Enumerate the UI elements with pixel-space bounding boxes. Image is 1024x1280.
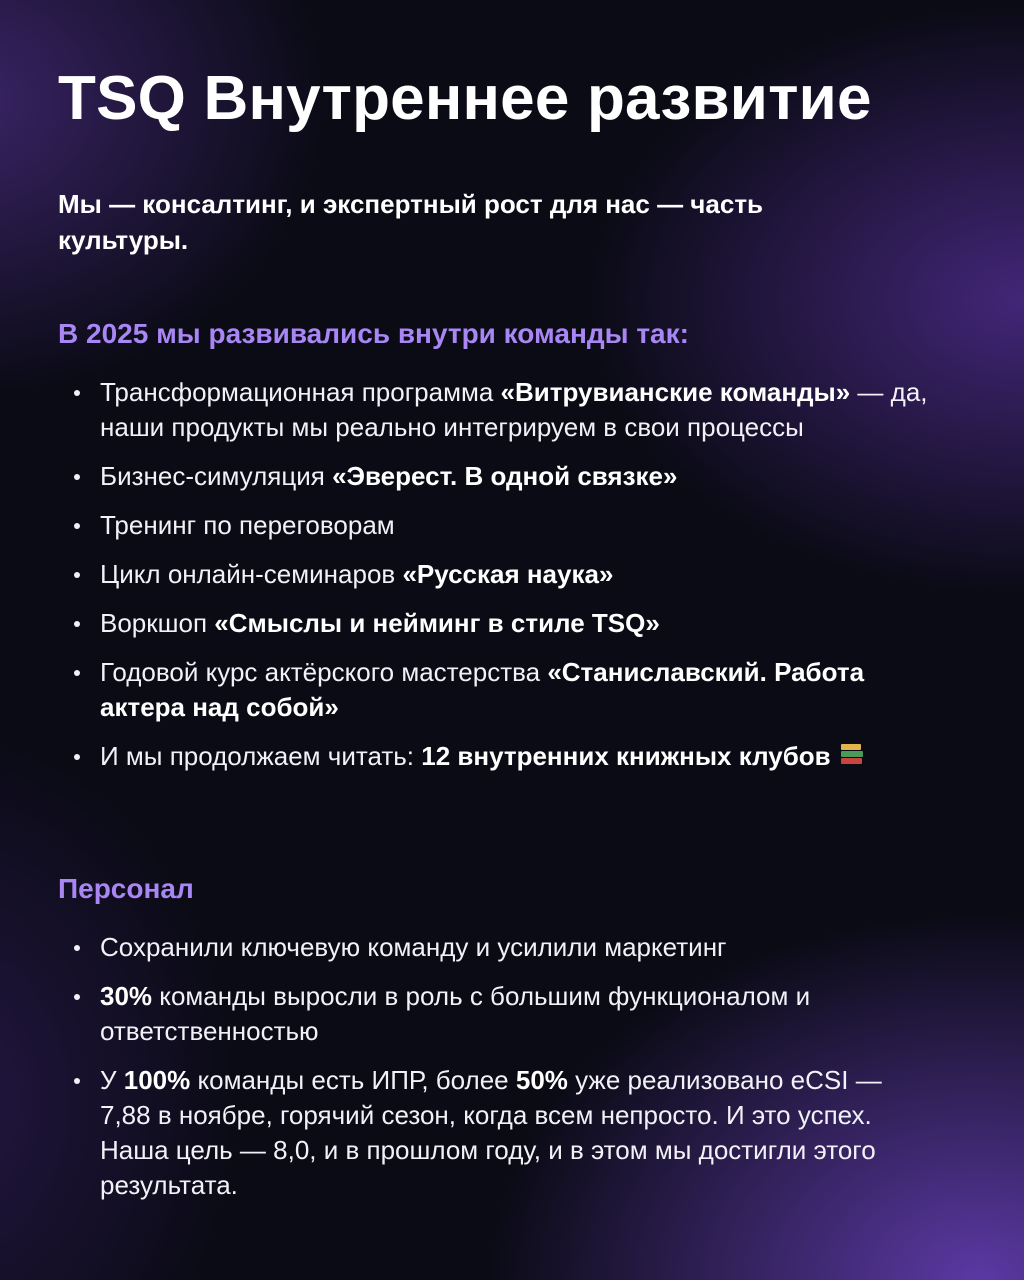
bullet-icon — [74, 1078, 80, 1084]
item-text: У — [100, 1065, 124, 1095]
item-text: И мы продолжаем читать: — [100, 741, 422, 771]
list-item — [58, 508, 938, 543]
item-bold-text: 50% — [515, 1065, 568, 1095]
item-bold-text: «Витрувианские команды» — [500, 377, 851, 407]
list-item — [58, 606, 938, 641]
bullet-icon — [74, 621, 80, 627]
item-text: уже реализовано eCSI — 7,88 в ноябре, горячий сезон, когда всем непросто. И это успех. Наша цель — 8,0, и в прошлом году, и в этом мы достигли этого результата. — [100, 1065, 882, 1200]
item-text: Трансформационная программа — [100, 377, 501, 407]
item-bold-text: «Станиславский. Работа актера над собой» — [100, 657, 865, 722]
item-text: Цикл онлайн-семинаров — [100, 559, 403, 589]
intro-text: Мы — консалтинг, и экспертный рост для нас — часть культуры. — [58, 189, 764, 255]
development-list — [58, 375, 938, 788]
bullet-icon — [74, 994, 80, 1000]
item-bold-text: 12 внутренних книжных клубов — [421, 741, 831, 771]
list-item — [58, 930, 938, 965]
item-text: Тренинг по переговорам — [100, 510, 395, 540]
item-text: Сохранили ключевую команду и усилили маркетинг — [100, 932, 727, 962]
bullet-icon — [74, 670, 80, 676]
bullet-icon — [74, 754, 80, 760]
item-text: — да, наши продукты мы реально интегрируем в свои процессы — [100, 377, 928, 442]
item-text: Бизнес-симуляция — [100, 461, 333, 491]
list-item — [58, 655, 938, 725]
item-bold-text: «Эверест. В одной связке» — [332, 461, 678, 491]
item-bold-text: 30% — [100, 981, 153, 1011]
bullet-icon — [74, 945, 80, 951]
books-emoji-icon — [839, 742, 865, 768]
list-item — [58, 1063, 938, 1203]
bullet-icon — [74, 390, 80, 396]
item-text: Воркшоп — [100, 608, 215, 638]
list-item — [58, 459, 938, 494]
section-heading-development: В 2025 мы развивались внутри команды так: — [58, 318, 689, 349]
list-item — [58, 557, 938, 592]
item-text: команды есть ИПР, более — [190, 1065, 516, 1095]
bullet-icon — [74, 523, 80, 529]
item-text: Годовой курс актёрского мастерства — [100, 657, 548, 687]
item-bold-text: «Смыслы и нейминг в стиле TSQ» — [214, 608, 660, 638]
item-bold-text: «Русская наука» — [402, 559, 614, 589]
item-bold-text: 100% — [123, 1065, 191, 1095]
bullet-icon — [74, 474, 80, 480]
bullet-icon — [74, 572, 80, 578]
list-item — [58, 979, 938, 1049]
page-title: TSQ Внутреннее развитие — [58, 64, 872, 133]
list-item — [58, 375, 938, 445]
section-heading-personnel: Персонал — [58, 873, 194, 904]
list-item — [58, 739, 938, 774]
item-text: команды выросли в роль с большим функционалом и ответственностью — [100, 981, 811, 1046]
personnel-list — [58, 930, 938, 1217]
